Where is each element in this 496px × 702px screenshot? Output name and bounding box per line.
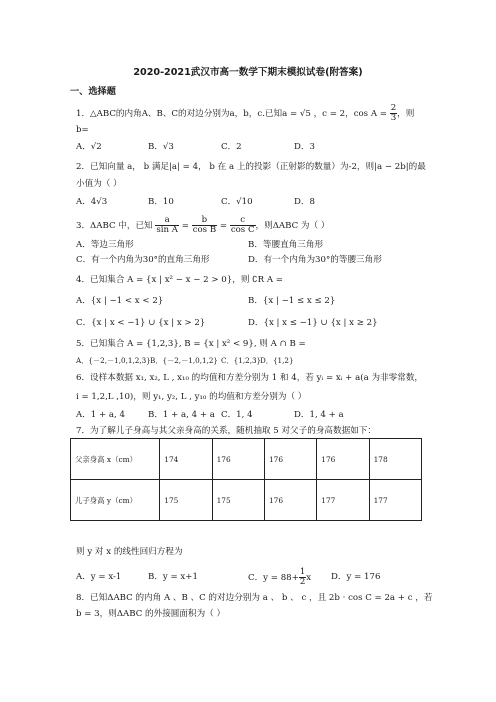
q3-stem: 3．ΔABC 中，已知 $\frac{a}{\text{sin A}}$ = $\frac{b}{\text{cos B}}$ = $\frac{c}{\text{cos C}}$ ，则ΔABC 为（ ） [76, 215, 330, 235]
table-cell: 175 [212, 480, 264, 521]
q8-stem-line2: b = 3，则ΔABC 的外接圆面积为（ ） [76, 609, 226, 619]
height-data-table [70, 438, 422, 521]
q7-fraction: $\frac{1}{2}$ [299, 567, 306, 587]
q5-option-b: B．{－2,－1,0,1,2} [150, 356, 218, 365]
q8-stem: 8．已知ΔABC 的内角 A 、B 、C 的对边分别为 a 、 b 、 c ，且 2b · cos C = 2a + c ，若 [76, 593, 433, 603]
q4-option-c: C．{x | x < −1} ∪ {x | x > 2} [76, 318, 206, 328]
table-row-header: 儿子身高 y（cm） [71, 480, 160, 521]
q7-option-d: D．y = 176 [331, 572, 381, 582]
q5-stem: 5．已知集合 A = {1,2,3}, B = {x | x² < 9}, 则 A ∩ B = [76, 339, 306, 349]
table-cell: 175 [160, 480, 212, 521]
table-cell: 176 [264, 439, 316, 480]
table-row [71, 480, 422, 521]
q4-stem: 4．已知集合 A = {x | x² − x − 2 > 0}，则 ∁R A = [76, 275, 283, 285]
table-cell: 174 [160, 439, 212, 480]
q7-option-c: C．y = 88+ $\frac{1}{2}$ x [248, 567, 312, 587]
q1-fraction: $\frac{2}{3}$ [390, 103, 397, 123]
q6-stem: 6．设样本数据 x₁, x₂, L , x₁₀ 的均值和方差分别为 1 和 4，若 yᵢ = xᵢ + a(a 为非零常数， [76, 373, 424, 383]
page-title: 2020-2021武汉市高一数学下期末模拟试卷(附答案) [133, 67, 363, 78]
table-cell: 176 [317, 439, 369, 480]
q4-option-a: A．{x | −1 < x < 2} [76, 296, 164, 306]
q6-option-a: A．1 + a, 4 [76, 410, 125, 420]
q3-fraction-a: $\frac{a}{\text{sin A}}$ [156, 215, 179, 235]
q2-option-a: A．4√3 [76, 197, 108, 207]
q4-option-d: D．{x | x ≤ −1} ∪ {x | x ≥ 2} [248, 318, 378, 328]
q1-option-d: D．3 [294, 142, 315, 152]
table-cell: 176 [264, 480, 316, 521]
q1-stem: 1．△ABC的内角A、B、C的对边分别为a，b，c.已知a = √5 ，c = 2，cos A = $\frac{2}{3}$ ，则 [76, 103, 415, 123]
table-cell: 177 [317, 480, 369, 521]
q7-after-table: 则 y 对 x 的线性回归方程为 [76, 547, 183, 557]
table-cell: 177 [369, 480, 421, 521]
section-heading: 一、选择题 [70, 86, 116, 97]
q5-option-c: C．{1,2,3} [221, 356, 262, 365]
q2-option-b: B．10 [148, 197, 174, 207]
table-cell: 178 [369, 439, 421, 480]
q1-stem-line2: b= [76, 125, 89, 135]
q2-stem: 2．已知向量 a， b 满足|a| = 4， b 在 a 上的投影（正射影的数量）为-2，则|a − 2b|的最 [76, 162, 426, 172]
q7-stem: 7．为了解儿子身高与其父亲身高的关系，随机抽取 5 对父子的身高数据如下： [76, 426, 376, 436]
q6-option-c: C．1, 4 [221, 410, 253, 420]
q4-option-b: B．{x | −1 ≤ x ≤ 2} [248, 296, 336, 306]
table-cell: 176 [212, 439, 264, 480]
q6-option-b: B．1 + a, 4 + a [148, 410, 215, 420]
q3-option-b: B．等腰直角三角形 [248, 240, 324, 250]
q2-option-d: D．8 [294, 197, 315, 207]
q1-option-a: A．√2 [76, 142, 102, 152]
q1-option-c: C．2 [221, 142, 242, 152]
q5-option-a: A．{－2,－1,0,1,2,3} [76, 356, 151, 365]
q6-stem-line2: i = 1,2,L ,10)，则 y₁, y₂, L , y₁₀ 的均值和方差分别为（ ） [76, 392, 307, 402]
q7-option-b: B．y = x+1 [148, 572, 198, 582]
table-row-header: 父亲身高 x（cm） [71, 439, 160, 480]
q3-option-d: D．有一个内角为30°的等腰三角形 [248, 255, 382, 265]
q2-option-c: C．√10 [221, 197, 253, 207]
q3-fraction-c: $\frac{c}{\text{cos C}}$ [230, 215, 255, 235]
q3-option-a: A．等边三角形 [76, 240, 134, 250]
q7-option-a: A．y = x-1 [76, 572, 122, 582]
q3-option-c: C．有一个内角为30°的直角三角形 [76, 255, 210, 265]
q3-fraction-b: $\frac{b}{\text{cos B}}$ [192, 215, 217, 235]
q2-stem-line2: 小值为（ ） [76, 179, 122, 189]
q1-option-b: B．√3 [148, 142, 174, 152]
table-row [71, 439, 422, 480]
q5-option-d: D．{1,2} [260, 356, 294, 365]
q6-option-d: D．1, 4 + a [294, 410, 344, 420]
